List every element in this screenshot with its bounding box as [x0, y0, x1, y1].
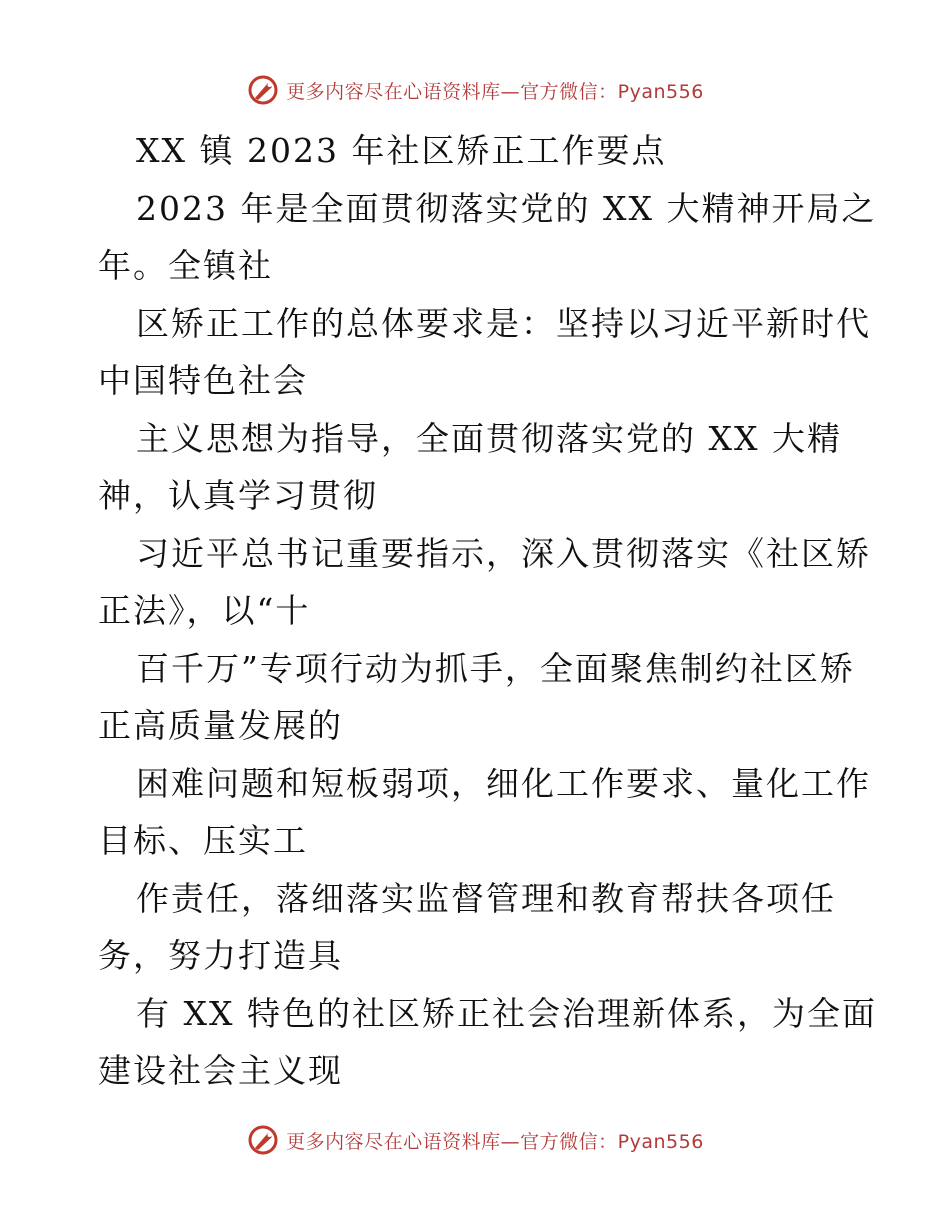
paragraph-line: 中国特色社会 [98, 361, 308, 400]
paragraph-line: 作责任，落细落实监督管理和教育帮扶各项任 [136, 878, 836, 918]
document-title: XX 镇 2023 年社区矫正工作要点 [136, 131, 667, 170]
header-banner-text: 更多内容尽在心语资料库—官方微信：Pyan556 [286, 80, 704, 103]
paragraph-line: 正高质量发展的 [98, 706, 343, 745]
paragraph-line: 神，认真学习贯彻 [98, 476, 378, 515]
pen-nib-logo-icon [246, 1123, 280, 1157]
paragraph-line: 区矫正工作的总体要求是：坚持以习近平新时代 [136, 303, 871, 343]
paragraph-line: 习近平总书记重要指示，深入贯彻落实《社区矫 [136, 533, 871, 573]
paragraph-line: 建设社会主义现 [98, 1051, 343, 1090]
paragraph-line: 困难问题和短板弱项，细化工作要求、量化工作 [136, 763, 871, 803]
footer-banner [0, 1120, 950, 1160]
paragraph-line: 百千万”专项行动为抓手，全面聚焦制约社区矫 [136, 648, 855, 688]
header-banner [0, 70, 950, 110]
pen-nib-logo-icon [246, 73, 280, 107]
document-body [98, 122, 878, 1100]
paragraph-line: 2023 年是全面贯彻落实党的 XX 大精神开局之 [136, 188, 877, 228]
paragraph-line: 有 XX 特色的社区矫正社会治理新体系，为全面 [136, 993, 877, 1033]
paragraph-line: 主义思想为指导，全面贯彻落实党的 XX 大精 [136, 418, 842, 458]
paragraph-line: 正法》，以“十 [98, 591, 311, 630]
paragraph-line: 年。全镇社 [98, 246, 273, 285]
paragraph-line: 目标、压实工 [98, 821, 308, 860]
footer-banner-text: 更多内容尽在心语资料库—官方微信：Pyan556 [286, 1130, 704, 1153]
paragraph-line: 务，努力打造具 [98, 936, 343, 975]
